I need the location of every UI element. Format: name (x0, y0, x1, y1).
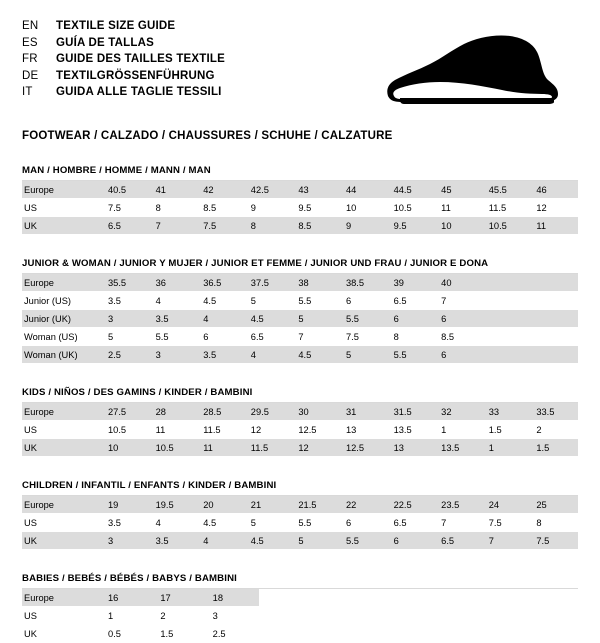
cell: 6.5 (388, 292, 436, 310)
cell: 12 (245, 421, 293, 439)
group-junior-woman (22, 258, 578, 364)
dress-shoe-icon (382, 34, 560, 111)
cell: 13 (340, 421, 388, 439)
cell: 7.5 (530, 532, 578, 550)
language-title: TEXTILE SIZE GUIDE (56, 20, 176, 32)
cell: 32 (435, 403, 483, 421)
cell: 8 (245, 217, 293, 235)
language-row (22, 18, 225, 35)
language-title: GUIDA ALLE TAGLIE TESSILI (56, 86, 222, 98)
cell: 8.5 (292, 217, 340, 235)
cell: 36.5 (197, 274, 245, 292)
table-row (22, 310, 578, 328)
cell (483, 328, 531, 346)
cell: 21 (245, 496, 293, 514)
cell: 9 (245, 199, 293, 217)
table-row (22, 625, 259, 643)
cell (530, 310, 578, 328)
cell: 3.5 (197, 346, 245, 364)
row-header: Europe (22, 274, 102, 292)
cell: 45.5 (483, 181, 531, 199)
page-header (22, 18, 578, 111)
cell: 10 (435, 217, 483, 235)
cell: 1 (435, 421, 483, 439)
cell: 13.5 (388, 421, 436, 439)
cell (530, 346, 578, 364)
cell: 5 (245, 292, 293, 310)
row-header: Europe (22, 589, 102, 607)
group-children (22, 480, 578, 550)
cell: 25 (530, 496, 578, 514)
group-label: CHILDREN / INFANTIL / ENFANTS / KINDER / BAMBINI (22, 480, 578, 496)
cell: 42 (197, 181, 245, 199)
cell (530, 274, 578, 292)
table-row (22, 274, 578, 292)
page-title: FOOTWEAR / CALZADO / CHAUSSURES / SCHUHE / CALZATURE (22, 130, 393, 142)
cell: 13 (388, 439, 436, 457)
cell: 7 (435, 514, 483, 532)
table-row (22, 199, 578, 217)
cell: 19.5 (150, 496, 198, 514)
language-row (22, 68, 225, 85)
row-header: Junior (UK) (22, 310, 102, 328)
group-man (22, 165, 578, 235)
cell: 4 (150, 292, 198, 310)
cell: 1.5 (154, 625, 206, 643)
row-header: Woman (US) (22, 328, 102, 346)
cell: 2 (154, 607, 206, 625)
cell: 3.5 (102, 514, 150, 532)
cell: 38 (292, 274, 340, 292)
cell: 3 (102, 310, 150, 328)
cell: 4.5 (292, 346, 340, 364)
cell: 6 (435, 310, 483, 328)
group-babies (22, 573, 578, 643)
cell: 6.5 (388, 514, 436, 532)
table-row (22, 514, 578, 532)
cell: 44.5 (388, 181, 436, 199)
cell: 8.5 (197, 199, 245, 217)
table-row (22, 439, 578, 457)
cell: 40.5 (102, 181, 150, 199)
cell: 6 (388, 532, 436, 550)
cell: 5.5 (340, 532, 388, 550)
cell: 19 (102, 496, 150, 514)
row-header: UK (22, 217, 102, 235)
group-label: BABIES / BEBÉS / BÉBÉS / BABYS / BAMBINI (22, 573, 578, 589)
row-header: Junior (US) (22, 292, 102, 310)
cell: 10 (102, 439, 150, 457)
cell: 8 (530, 514, 578, 532)
cell: 10.5 (388, 199, 436, 217)
cell: 7 (150, 217, 198, 235)
row-header: Woman (UK) (22, 346, 102, 364)
language-code: EN (22, 20, 39, 32)
cell: 3 (102, 532, 150, 550)
cell: 28.5 (197, 403, 245, 421)
cell: 38.5 (340, 274, 388, 292)
cell: 11 (530, 217, 578, 235)
cell: 5 (292, 310, 340, 328)
cell: 5.5 (150, 328, 198, 346)
cell: 7.5 (102, 199, 150, 217)
cell (530, 328, 578, 346)
cell: 36 (150, 274, 198, 292)
cell: 11.5 (483, 199, 531, 217)
cell: 27.5 (102, 403, 150, 421)
cell: 1 (483, 439, 531, 457)
cell: 4 (197, 532, 245, 550)
cell: 8 (388, 328, 436, 346)
cell: 6 (388, 310, 436, 328)
cell (483, 310, 531, 328)
table-row (22, 589, 259, 607)
cell: 12.5 (292, 421, 340, 439)
cell: 12 (292, 439, 340, 457)
cell: 5 (245, 514, 293, 532)
cell: 43 (292, 181, 340, 199)
cell: 7.5 (340, 328, 388, 346)
cell: 33 (483, 403, 531, 421)
language-row (22, 51, 225, 68)
cell: 5 (292, 532, 340, 550)
cell: 6.5 (245, 328, 293, 346)
cell: 37.5 (245, 274, 293, 292)
cell: 7 (435, 292, 483, 310)
cell: 9.5 (292, 199, 340, 217)
cell: 5.5 (340, 310, 388, 328)
cell: 5.5 (292, 514, 340, 532)
cell: 31.5 (388, 403, 436, 421)
cell: 4 (197, 310, 245, 328)
cell (530, 292, 578, 310)
cell: 22 (340, 496, 388, 514)
row-header: Europe (22, 496, 102, 514)
group-label: MAN / HOMBRE / HOMME / MANN / MAN (22, 165, 578, 181)
cell: 11 (150, 421, 198, 439)
cell: 10 (340, 199, 388, 217)
cell: 29.5 (245, 403, 293, 421)
cell: 4.5 (197, 514, 245, 532)
cell: 30 (292, 403, 340, 421)
cell: 4.5 (245, 310, 293, 328)
cell (483, 292, 531, 310)
cell: 44 (340, 181, 388, 199)
cell: 0.5 (102, 625, 154, 643)
cell: 3.5 (150, 310, 198, 328)
cell: 23.5 (435, 496, 483, 514)
language-row (22, 84, 225, 101)
cell: 7.5 (483, 514, 531, 532)
cell: 4 (150, 514, 198, 532)
cell (483, 274, 531, 292)
table-row (22, 421, 578, 439)
cell: 6.5 (435, 532, 483, 550)
cell: 4.5 (245, 532, 293, 550)
cell: 5 (102, 328, 150, 346)
language-title: TEXTILGRÖSSENFÜHRUNG (56, 69, 215, 82)
cell: 7.5 (197, 217, 245, 235)
table-row (22, 496, 578, 514)
language-title: GUÍA DE TALLAS (56, 36, 154, 49)
cell: 22.5 (388, 496, 436, 514)
language-title: GUIDE DES TAILLES TEXTILE (56, 53, 225, 65)
row-header: UK (22, 439, 102, 457)
cell: 10.5 (102, 421, 150, 439)
cell: 9 (340, 217, 388, 235)
cell: 40 (435, 274, 483, 292)
cell: 11 (435, 199, 483, 217)
cell: 12 (530, 199, 578, 217)
cell: 11.5 (197, 421, 245, 439)
cell: 5.5 (292, 292, 340, 310)
table-row (22, 217, 578, 235)
size-table-children (22, 496, 578, 550)
table-row (22, 292, 578, 310)
row-header: Europe (22, 181, 102, 199)
language-title-list (22, 18, 225, 101)
cell: 11 (197, 439, 245, 457)
cell: 4 (245, 346, 293, 364)
table-row (22, 532, 578, 550)
cell: 28 (150, 403, 198, 421)
cell: 6 (340, 514, 388, 532)
cell: 3.5 (150, 532, 198, 550)
cell: 10.5 (150, 439, 198, 457)
cell: 2 (530, 421, 578, 439)
cell: 35.5 (102, 274, 150, 292)
cell: 16 (102, 589, 154, 607)
cell: 41 (150, 181, 198, 199)
cell: 45 (435, 181, 483, 199)
language-code: DE (22, 69, 39, 82)
language-code: FR (22, 53, 38, 65)
row-header: US (22, 607, 102, 625)
cell: 1.5 (530, 439, 578, 457)
cell: 4.5 (197, 292, 245, 310)
cell: 12.5 (340, 439, 388, 457)
cell: 18 (207, 589, 259, 607)
cell: 8 (150, 199, 198, 217)
cell: 24 (483, 496, 531, 514)
language-code: ES (22, 36, 38, 49)
row-header: UK (22, 532, 102, 550)
cell: 31 (340, 403, 388, 421)
size-table-kids (22, 403, 578, 457)
table-row (22, 181, 578, 199)
cell: 3 (207, 607, 259, 625)
cell: 6 (435, 346, 483, 364)
row-header: UK (22, 625, 102, 643)
group-kids (22, 387, 578, 457)
cell: 7 (483, 532, 531, 550)
language-code: IT (22, 86, 33, 98)
cell: 6 (340, 292, 388, 310)
cell: 13.5 (435, 439, 483, 457)
cell: 9.5 (388, 217, 436, 235)
table-row (22, 328, 578, 346)
table-row (22, 607, 259, 625)
cell: 7 (292, 328, 340, 346)
cell: 39 (388, 274, 436, 292)
cell: 21.5 (292, 496, 340, 514)
size-table-junior-woman (22, 274, 578, 364)
row-header: US (22, 421, 102, 439)
size-table-babies (22, 589, 259, 643)
cell: 46 (530, 181, 578, 199)
language-row (22, 35, 225, 52)
row-header: Europe (22, 403, 102, 421)
cell: 2.5 (207, 625, 259, 643)
cell: 3 (150, 346, 198, 364)
cell: 10.5 (483, 217, 531, 235)
cell: 6.5 (102, 217, 150, 235)
group-label: KIDS / NIÑOS / DES GAMINS / KINDER / BAMBINI (22, 387, 578, 403)
cell: 2.5 (102, 346, 150, 364)
table-row (22, 403, 578, 421)
row-header: US (22, 514, 102, 532)
cell: 6 (197, 328, 245, 346)
row-header: US (22, 199, 102, 217)
cell: 8.5 (435, 328, 483, 346)
cell: 17 (154, 589, 206, 607)
size-table-man (22, 181, 578, 235)
cell: 42.5 (245, 181, 293, 199)
cell (483, 346, 531, 364)
cell: 1 (102, 607, 154, 625)
group-label: JUNIOR & WOMAN / JUNIOR Y MUJER / JUNIOR ET FEMME / JUNIOR UND FRAU / JUNIOR E DONA (22, 258, 578, 274)
cell: 5 (340, 346, 388, 364)
cell: 33.5 (530, 403, 578, 421)
cell: 1.5 (483, 421, 531, 439)
cell: 3.5 (102, 292, 150, 310)
table-row (22, 346, 578, 364)
cell: 5.5 (388, 346, 436, 364)
cell: 20 (197, 496, 245, 514)
cell: 11.5 (245, 439, 293, 457)
